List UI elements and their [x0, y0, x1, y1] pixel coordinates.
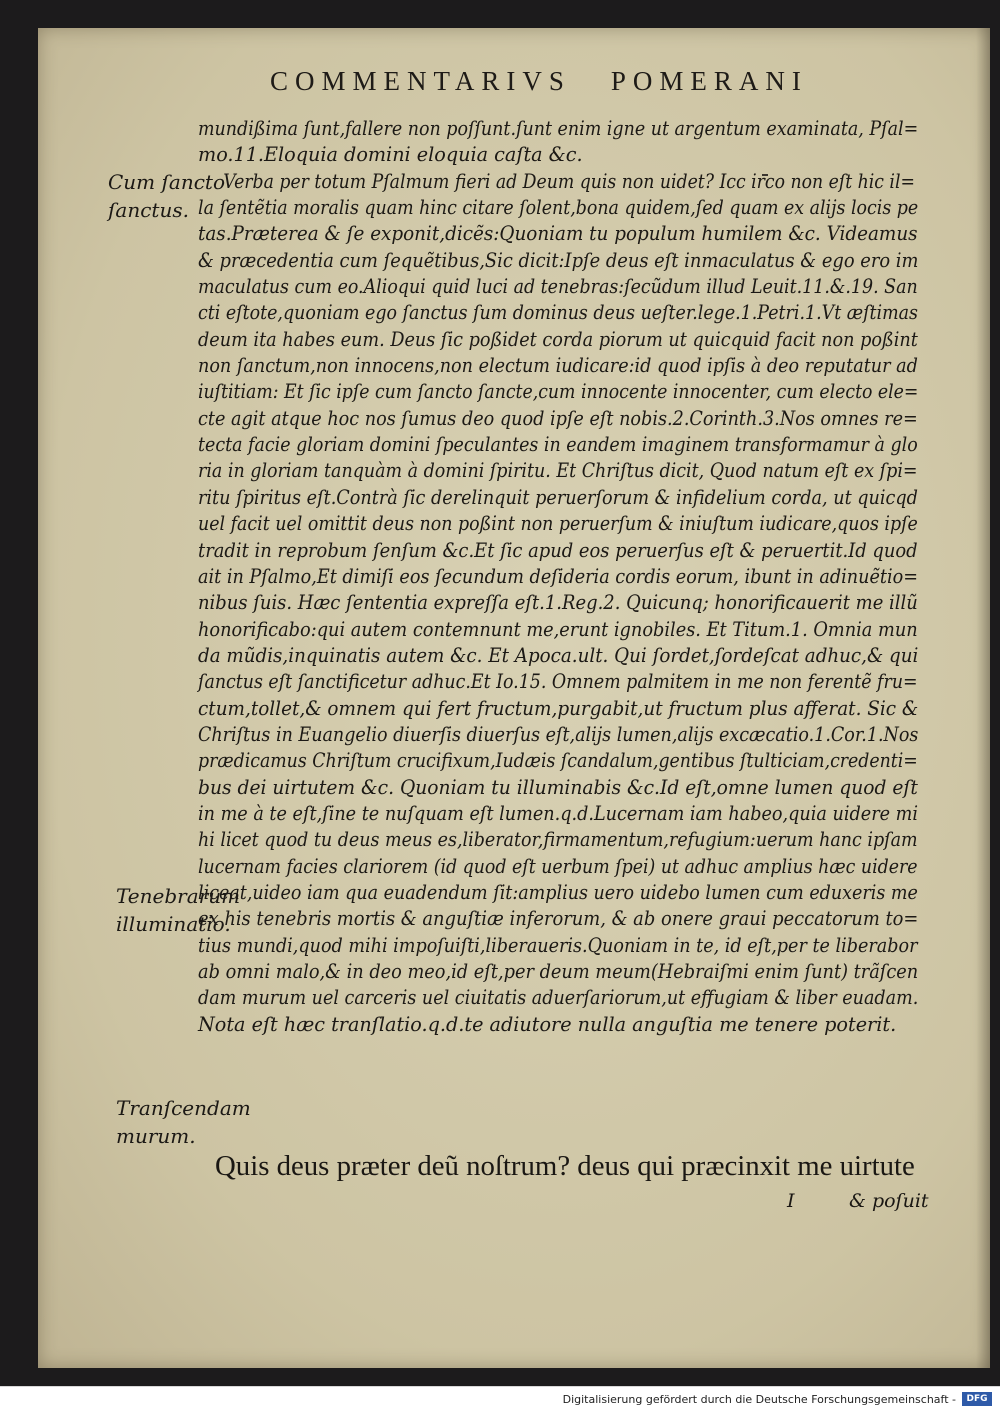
text-line: deum ita habes eum. Deus ſic poßidet corda piorum ut quicquid facit non poßint [198, 327, 918, 351]
text-line: prædicamus Chriſtum crucifixum,Iudæis ſcandalum,gentibus ſtulticiam,credenti= [198, 749, 918, 773]
funding-notice: Digitalisierung gefördert durch die Deutsche Forschungsgemeinschaft - [562, 1393, 956, 1406]
margin-note-line: ſanctus. [108, 198, 189, 222]
text-line: ab omni malo,& in deo meo,id eſt,per deum meum(Hebraiſmi enim ſunt) trãſcen [198, 960, 919, 983]
footer-bar [0, 1386, 1000, 1412]
text-line: ex his tenebris mortis & anguſtiæ inferorum, & ab onere graui peccatorum to= [198, 907, 919, 931]
page-edge-shadow [976, 28, 990, 1368]
text-line: nibus ſuis. Hæc ſententia expreſſa eſt.1.Reg.2. Quicunq; honorificauerit me illũ [198, 591, 918, 615]
text-line: mo.11.Eloquia domini eloquia caſta &c. [198, 143, 583, 167]
text-line: da mũdis,inquinatis autem &c. Et Apoca.ult. Qui ſordet,ſordeſcat adhuc,& qui [198, 643, 919, 667]
text-line: uel facit uel omittit deus non poßint non peruerſum & iniuſtum iudicare,quos ipſe [198, 512, 918, 536]
running-head-left: COMMENTARIVS [270, 66, 571, 96]
text-line: in me à te eſt,ſine te nuſquam eſt lumen.q.d.Lucernam iam habeo,quia uidere mi [198, 801, 919, 825]
text-line: & præcedentia cum ſequẽtibus,Sic dicit:Ipſe deus eſt inmaculatus & ego ero im [198, 248, 919, 272]
text-line: mundißima ſunt,fallere non poſſunt.ſunt enim igne ut argentum examinata, Pſal= [198, 117, 919, 140]
text-line: lucernam facies clariorem (id quod eſt uerbum ſpei) ut adhuc amplius hæc uidere [198, 854, 918, 878]
text-line: honorificabo:qui autem contemnunt me,erunt ignobiles. Et Titum.1. Omnia mun [198, 617, 918, 641]
text-line: dam murum uel carceris uel ciuitatis aduerſariorum,ut effugiam & liber euadam. [198, 986, 919, 1010]
text-line: Chriſtus in Euangelio diuerſis diuerſus eſt,alijs lumen,alijs excæcatio.1.Cor.1.Nos [198, 722, 919, 746]
margin-note-tenebrarum [116, 882, 240, 938]
text-line: bus dei uirtutem &c. Quoniam tu illuminabis &c.Id eſt,omne lumen quod eſt [198, 775, 918, 799]
text-line: ria in gloriam tanquàm à domini ſpiritu. Et Chriſtus dicit, Quod natum eſt ex ſpi= [198, 459, 918, 483]
text-line: Verba per totum Pſalmum fieri ad Deum quis non uidet? Icc irco non eſt hic il= [223, 169, 915, 193]
text-line: Nota eſt hæc tranſlatio.q.d.te adiutore nulla anguſtia me tenere poterit. [198, 1012, 897, 1036]
text-line: cte agit atque hoc nos ſumus deo quod ipſe eſt nobis.2.Corinth.3.Nos omnes re= [198, 406, 918, 430]
text-line: tradit in reprobum ſenſum &c.Et ſic apud eos peruerſus eſt & peruertit.Id quod [198, 538, 918, 562]
text-line: ritu ſpiritus eſt.Contrà ſic derelinquit peruerſorum & infidelium corda, ut quicqd [198, 485, 918, 509]
catchword: & poſuit [849, 1190, 929, 1212]
text-line: iuſtitiam: Et ſic ipſe cum ſancto ſancte,cum innocente innocenter, cum electo ele= [198, 380, 919, 404]
running-head-right: POMERANI [610, 66, 808, 96]
text-line: tecta facie gloriam domini ſpeculantes in eandem imaginem transformamur à glo [198, 433, 918, 457]
signature-mark: I [787, 1190, 795, 1212]
margin-note-line: Tenebrarum [116, 884, 241, 908]
margin-note-cum-sancto [108, 168, 225, 224]
text-line: hi licet quod tu deus meus es,liberator,firmamentum,refugium:uerum hanc ipſam [198, 828, 918, 852]
running-head [270, 66, 870, 97]
margin-note-line: Tranſcendam [116, 1096, 251, 1120]
margin-note-transcendam [116, 1094, 251, 1150]
text-line: ait in Pſalmo,Et dimiſi eos ſecundum deſideria cordis eorum, ibunt in adinuẽtio= [198, 564, 919, 588]
text-line: tas.Præterea & ſe exponit,dicẽs:Quoniam tu populum humilem &c. Videamus [198, 222, 918, 246]
margin-note-line: murum. [116, 1124, 196, 1148]
text-line: liceat,uideo iam qua euadendum ſit:amplius uero uidebo lumen cum eduxeris me [198, 880, 918, 904]
text-line: cti eſtote,quoniam ego ſanctus ſum dominus deus ueſter.lege.1.Petri.1.Vt æſtimas [198, 301, 918, 325]
text-line: ctum,tollet,& omnem qui fert fructum,purgabit,ut fructum plus afferat. Sic & [198, 696, 919, 720]
margin-note-line: illuminatio. [116, 912, 231, 936]
text-line: non ſanctum,non innocens,non electum iudicare:id quod ipſis à deo reputatur ad [198, 354, 918, 378]
margin-note-line: Cum ſancto [108, 170, 225, 194]
text-line: maculatus cum eo.Alioqui quid luci ad tenebras:ſecũdum illud Leuit.11.&.19. San [198, 275, 918, 299]
text-line: ſanctus eſt ſanctificetur adhuc.Et Io.15. Omnem palmitem in me non ferentẽ fru= [198, 670, 918, 694]
psalm-verse-line: Quis deus præter deũ noſtrum? deus qui præcinxit me uirtute [215, 1150, 915, 1182]
text-line: la ſentẽtia moralis quam hinc citare ſolent,bona quidem,ſed quam ex alijs locis pe [198, 196, 919, 220]
text-line: tius mundi,quod mihi impoſuiſti,liberaueris.Quoniam in te, id eſt,per te liberabor [198, 933, 918, 957]
dfg-logo[interactable]: DFG [962, 1392, 992, 1406]
main-text-block [198, 116, 918, 1038]
